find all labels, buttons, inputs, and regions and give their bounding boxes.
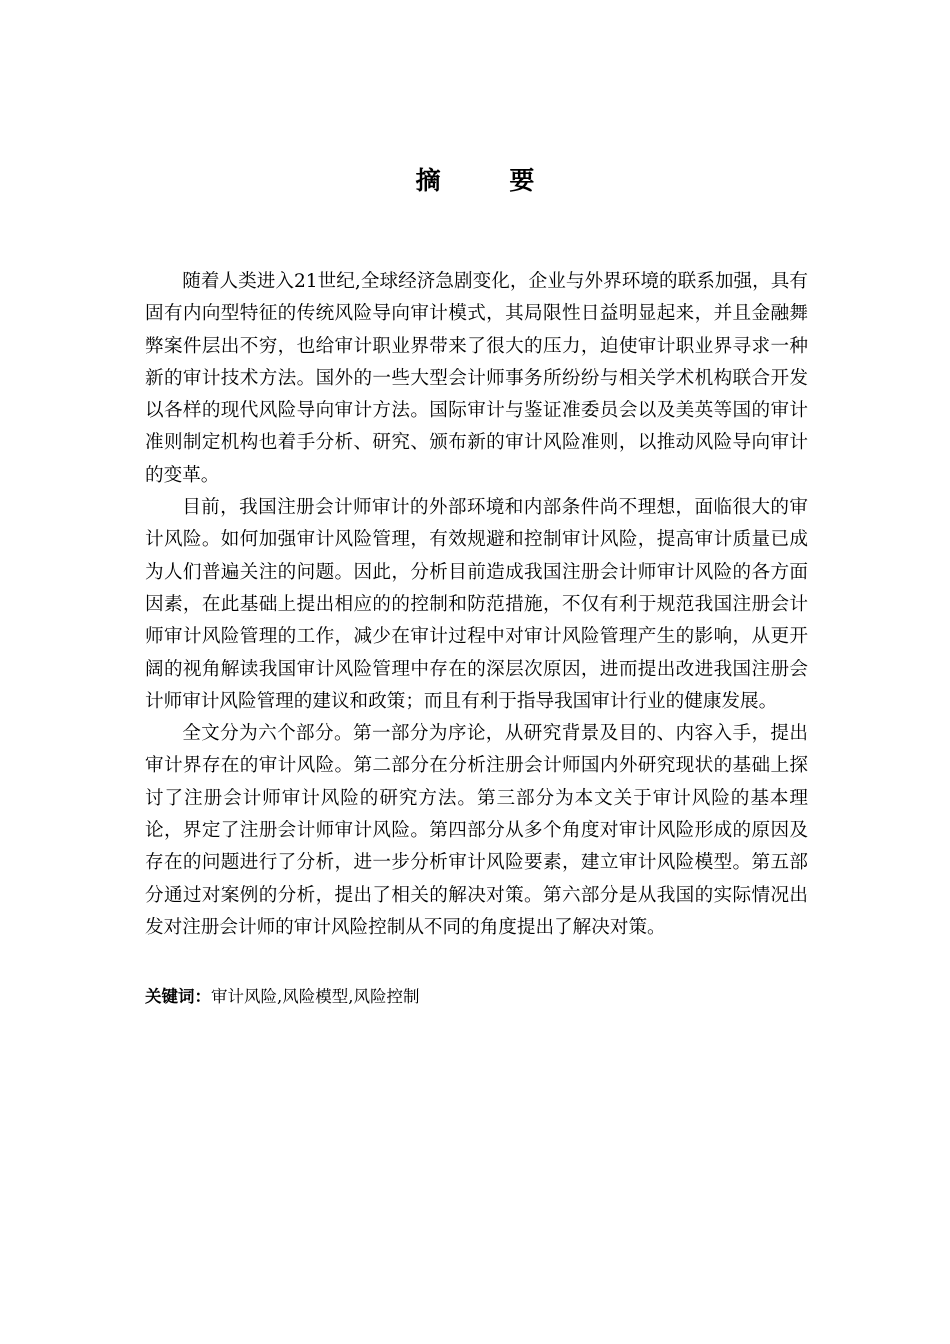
abstract-paragraph-3: 全文分为六个部分。第一部分为序论，从研究背景及目的、内容入手，提出审计界存在的审计风险。第二部分在分析注册会计师国内外研究现状的基础上探讨了注册会计师审计风险的研究方法。第三部分为本文关于审计风险的基本理论，界定了注册会计师审计风险。第四部分从多个角度对审计风险形成的原因及存在的问题进行了分析，进一步分析审计风险要素，建立审计风险模型。第五部分通过对案例的分析，提出了相关的解决对策。第六部分是从我国的实际情况出发对注册会计师的审计风险控制从不同的角度提出了解决对策。 xyxy=(145,723,808,938)
keywords-label: 关键词： xyxy=(145,987,211,1006)
keywords-line xyxy=(145,982,808,1012)
keywords-value: 审计风险,风险模型,风险控制 xyxy=(211,987,420,1006)
abstract-paragraph-2: 目前，我国注册会计师审计的外部环境和内部条件尚不理想，面临很大的审计风险。如何加强审计风险管理，有效规避和控制审计风险，提高审计质量已成为人们普遍关注的问题。因此，分析目前造成我国注册会计师审计风险的各方面因素，在此基础上提出相应的的控制和防范措施，不仅有利于规范我国注册会计师审计风险管理的工作，减少在审计过程中对审计风险管理产生的影响，从更开阔的视角解读我国审计风险管理中存在的深层次原因，进而提出改进我国注册会计师审计风险管理的建议和政策；而且有利于指导我国审计行业的健康发展。 xyxy=(145,497,808,712)
abstract-title: 摘 要 xyxy=(415,166,565,195)
abstract-body xyxy=(145,266,808,944)
abstract-paragraph-1: 随着人类进入21世纪,全球经济急剧变化，企业与外界环境的联系加强，具有固有内向型特征的传统风险导向审计模式，其局限性日益明显起来，并且金融舞弊案件层出不穷，也给审计职业界带来了很大的压力，迫使审计职业界寻求一种新的审计技术方法。国外的一些大型会计师事务所纷纷与相关学术机构联合开发以各样的现代风险导向审计方法。国际审计与鉴证准委员会以及美英等国的审计准则制定机构也着手分析、研究、颁布新的审计风险准则，以推动风险导向审计的变革。 xyxy=(145,271,808,486)
